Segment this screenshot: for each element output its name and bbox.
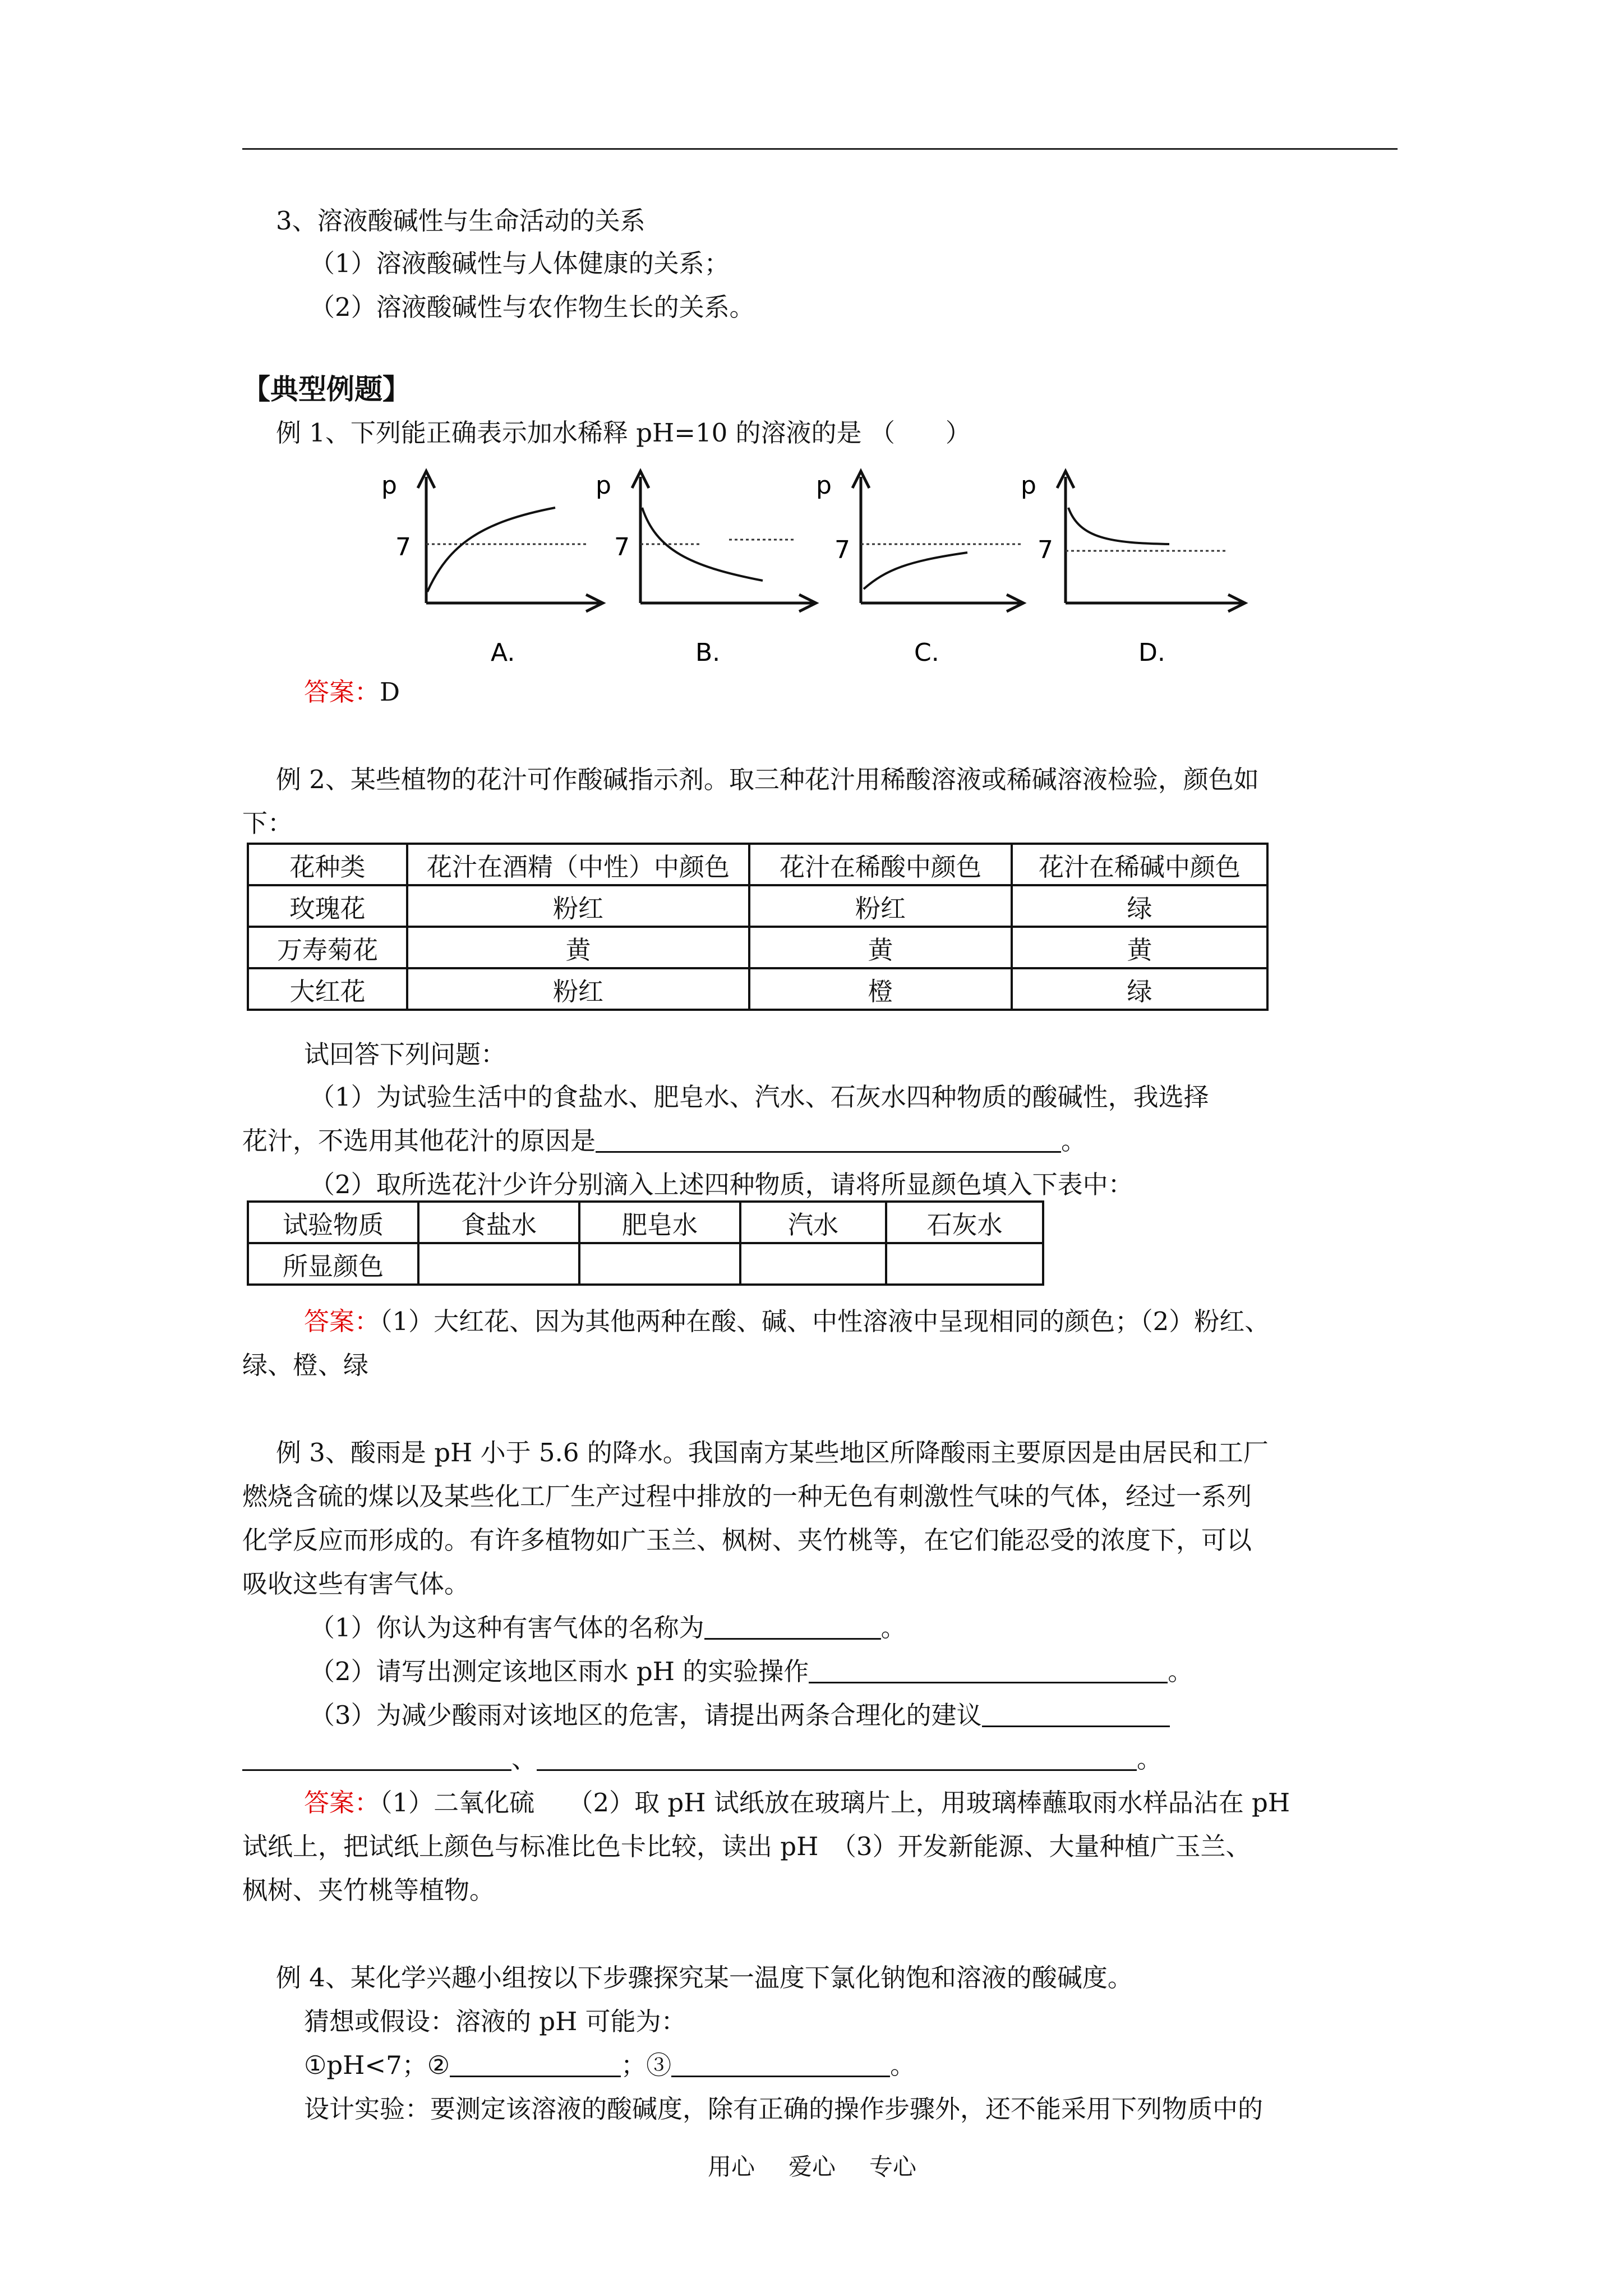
table-row: [248, 1202, 1043, 1243]
table-header-cell: 花汁在稀碱中颜色: [1012, 844, 1267, 885]
table-cell: 橙: [749, 968, 1012, 1010]
table-cell: 黄: [1012, 927, 1267, 968]
example2-prompt: 试回答下列问题：: [304, 1039, 506, 1069]
table-row: [248, 968, 1267, 1010]
table-header-cell: 花汁在稀酸中颜色: [749, 844, 1012, 885]
example3-q3-continued: [242, 1742, 1162, 1776]
table-cell: 粉红: [407, 885, 749, 927]
graph-d-axis-label: p: [1021, 471, 1036, 500]
footer-word: 专心: [869, 2153, 917, 2180]
graph-a-axis-label: p: [381, 471, 397, 500]
test-substance-table: [247, 1200, 1044, 1286]
table-header-cell: 汽水: [740, 1202, 886, 1243]
option-b-label: B.: [695, 638, 721, 667]
graph-c-ref-label: 7: [834, 536, 850, 564]
answer-blank[interactable]: [809, 1657, 1168, 1683]
table-cell: 玫瑰花: [248, 885, 407, 927]
answer-blank[interactable]: [982, 1701, 1170, 1727]
color-input-cell[interactable]: [579, 1243, 740, 1285]
q1-prefix: （1）你认为这种有害气体的名称为: [310, 1613, 704, 1642]
table-header-cell: 花汁在酒精（中性）中颜色: [407, 844, 749, 885]
example2-question-line1: 例 2、某些植物的花汁可作酸碱指示剂。取三种花汁用稀酸溶液或稀碱溶液检验，颜色如: [276, 765, 1259, 794]
example3-answer-line1: [304, 1786, 1290, 1820]
table-row: [248, 1243, 1043, 1285]
hypothesis-1: ①pH<7；②: [304, 2050, 450, 2080]
table-cell: 黄: [749, 927, 1012, 968]
footer-word: 用心: [708, 2153, 755, 2180]
option-c-label: C.: [914, 638, 939, 667]
table-cell: 粉红: [407, 968, 749, 1010]
graph-d-ref-label: 7: [1038, 536, 1053, 564]
answer-text: （1）大红花、因为其他两种在酸、碱、中性溶液中呈现相同的颜色；（2）粉红、: [380, 1306, 1270, 1336]
table-row: [248, 844, 1267, 885]
graph-c-axis-label: p: [816, 471, 832, 500]
answer-label: 答案：: [304, 1306, 380, 1336]
example2-q1-line1: （1）为试验生活中的食盐水、肥皂水、汽水、石灰水四种物质的酸碱性，我选择: [310, 1082, 1209, 1112]
graph-a-ref-label: 7: [395, 533, 411, 562]
hypothesis-sep: ；③: [621, 2050, 672, 2080]
answer-label: 答案：: [304, 677, 380, 707]
example1-question: 例 1、下列能正确表示加水稀释 pH=10 的溶液的是 （ ）: [276, 418, 971, 448]
color-input-cell[interactable]: [418, 1243, 579, 1285]
example2-answer-line2: 绿、橙、绿: [242, 1350, 369, 1380]
graph-b-axis-label: p: [596, 471, 611, 500]
example1-answer: [304, 675, 400, 709]
answer-blank[interactable]: [596, 1126, 1061, 1153]
answer-text: （1）二氧化硫 （2）取 pH 试纸放在玻璃片上，用玻璃棒蘸取雨水样品沾在 pH: [380, 1788, 1290, 1818]
example2-q2: （2）取所选花汁少许分别滴入上述四种物质，请将所显颜色填入下表中：: [310, 1170, 1133, 1199]
example3-answer-line2: 试纸上，把试纸上颜色与标准比色卡比较，读出 pH （3）开发新能源、大量种植广玉兰、: [242, 1832, 1251, 1861]
table-header-cell: 花种类: [248, 844, 407, 885]
q3-suffix: 。: [1137, 1744, 1163, 1774]
example3-line4: 吸收这些有害气体。: [242, 1569, 470, 1599]
table-header-cell: 试验物质: [248, 1202, 418, 1243]
answer-blank[interactable]: [537, 1745, 1137, 1771]
option-d-label: D.: [1138, 638, 1165, 667]
table-cell: 所显颜色: [248, 1243, 418, 1285]
q3-separator: 、: [511, 1744, 537, 1774]
example2-q1-line2: [242, 1124, 1086, 1158]
q3-prefix: （3）为减少酸雨对该地区的危害，请提出两条合理化的建议: [310, 1700, 982, 1730]
q2-prefix: （2）请写出测定该地区雨水 pH 的实验操作: [310, 1657, 809, 1686]
hypothesis-end: 。: [890, 2050, 916, 2080]
answer-blank[interactable]: [704, 1613, 881, 1640]
table-row: [248, 927, 1267, 968]
example1-answer-value: D: [380, 677, 400, 707]
example3-line2: 燃烧含硫的煤以及某些化工厂生产过程中排放的一种无色有刺激性气味的气体，经过一系列: [242, 1481, 1252, 1511]
table-header-cell: 肥皂水: [579, 1202, 740, 1243]
table-header-cell: 食盐水: [418, 1202, 579, 1243]
table-cell: 万寿菊花: [248, 927, 407, 968]
answer-blank[interactable]: [450, 2051, 621, 2077]
section3-heading: 3、溶液酸碱性与生命活动的关系: [276, 206, 645, 236]
answer-label: 答案：: [304, 1788, 380, 1818]
answer-blank[interactable]: [671, 2051, 890, 2077]
table-row: [248, 885, 1267, 927]
flower-color-table: [247, 843, 1269, 1011]
example3-line1: 例 3、酸雨是 pH 小于 5.6 的降水。我国南方某些地区所降酸雨主要原因是由居民和工厂: [276, 1438, 1269, 1467]
q1-suffix: 。: [880, 1613, 906, 1642]
section3-item2: （2）溶液酸碱性与农作物生长的关系。: [310, 292, 755, 322]
example4-line2: 猜想或假设：溶液的 pH 可能为：: [304, 2007, 686, 2036]
table-cell: 绿: [1012, 968, 1267, 1010]
example2-question-line2: 下：: [242, 808, 293, 838]
q2-suffix: 。: [1168, 1657, 1193, 1686]
example4-line4: 设计实验：要测定该溶液的酸碱度，除有正确的操作步骤外，还不能采用下列物质中的: [304, 2094, 1264, 2124]
table-cell: 黄: [407, 927, 749, 968]
example3-q2: [310, 1655, 1193, 1688]
example4-line3: [304, 2049, 915, 2082]
q1-prefix: 花汁，不选用其他花汁的原因是: [242, 1126, 596, 1156]
table-cell: 大红花: [248, 968, 407, 1010]
table-cell: 粉红: [749, 885, 1012, 927]
graph-d: [1021, 471, 1245, 667]
graph-b-ref-label: 7: [614, 533, 630, 562]
typical-examples-title: 【典型例题】: [242, 372, 411, 406]
table-header-cell: 石灰水: [886, 1202, 1043, 1243]
example1-graphs: [0, 0, 1623, 729]
example4-line1: 例 4、某化学兴趣小组按以下步骤探究某一温度下氯化钠饱和溶液的酸碱度。: [276, 1963, 1133, 1993]
example2-answer-line1: [304, 1305, 1270, 1338]
option-a-label: A.: [491, 638, 515, 667]
answer-blank[interactable]: [242, 1745, 511, 1771]
q1-suffix: 。: [1061, 1126, 1087, 1156]
example3-line3: 化学反应而形成的。有许多植物如广玉兰、枫树、夹竹桃等，在它们能忍受的浓度下，可以: [242, 1525, 1252, 1555]
example3-q3: [310, 1699, 1170, 1732]
footer-word: 爱心: [789, 2153, 836, 2180]
graph-a: [381, 471, 603, 667]
graph-c: [816, 471, 1023, 667]
example3-answer-line3: 枫树、夹竹桃等植物。: [242, 1875, 495, 1905]
graph-b: [596, 471, 816, 667]
section3-item1: （1）溶液酸碱性与人体健康的关系；: [310, 249, 730, 278]
color-input-cell[interactable]: [886, 1243, 1043, 1285]
page-footer: [708, 2148, 950, 2182]
table-cell: 绿: [1012, 885, 1267, 927]
example3-q1: [310, 1611, 906, 1645]
color-input-cell[interactable]: [740, 1243, 886, 1285]
